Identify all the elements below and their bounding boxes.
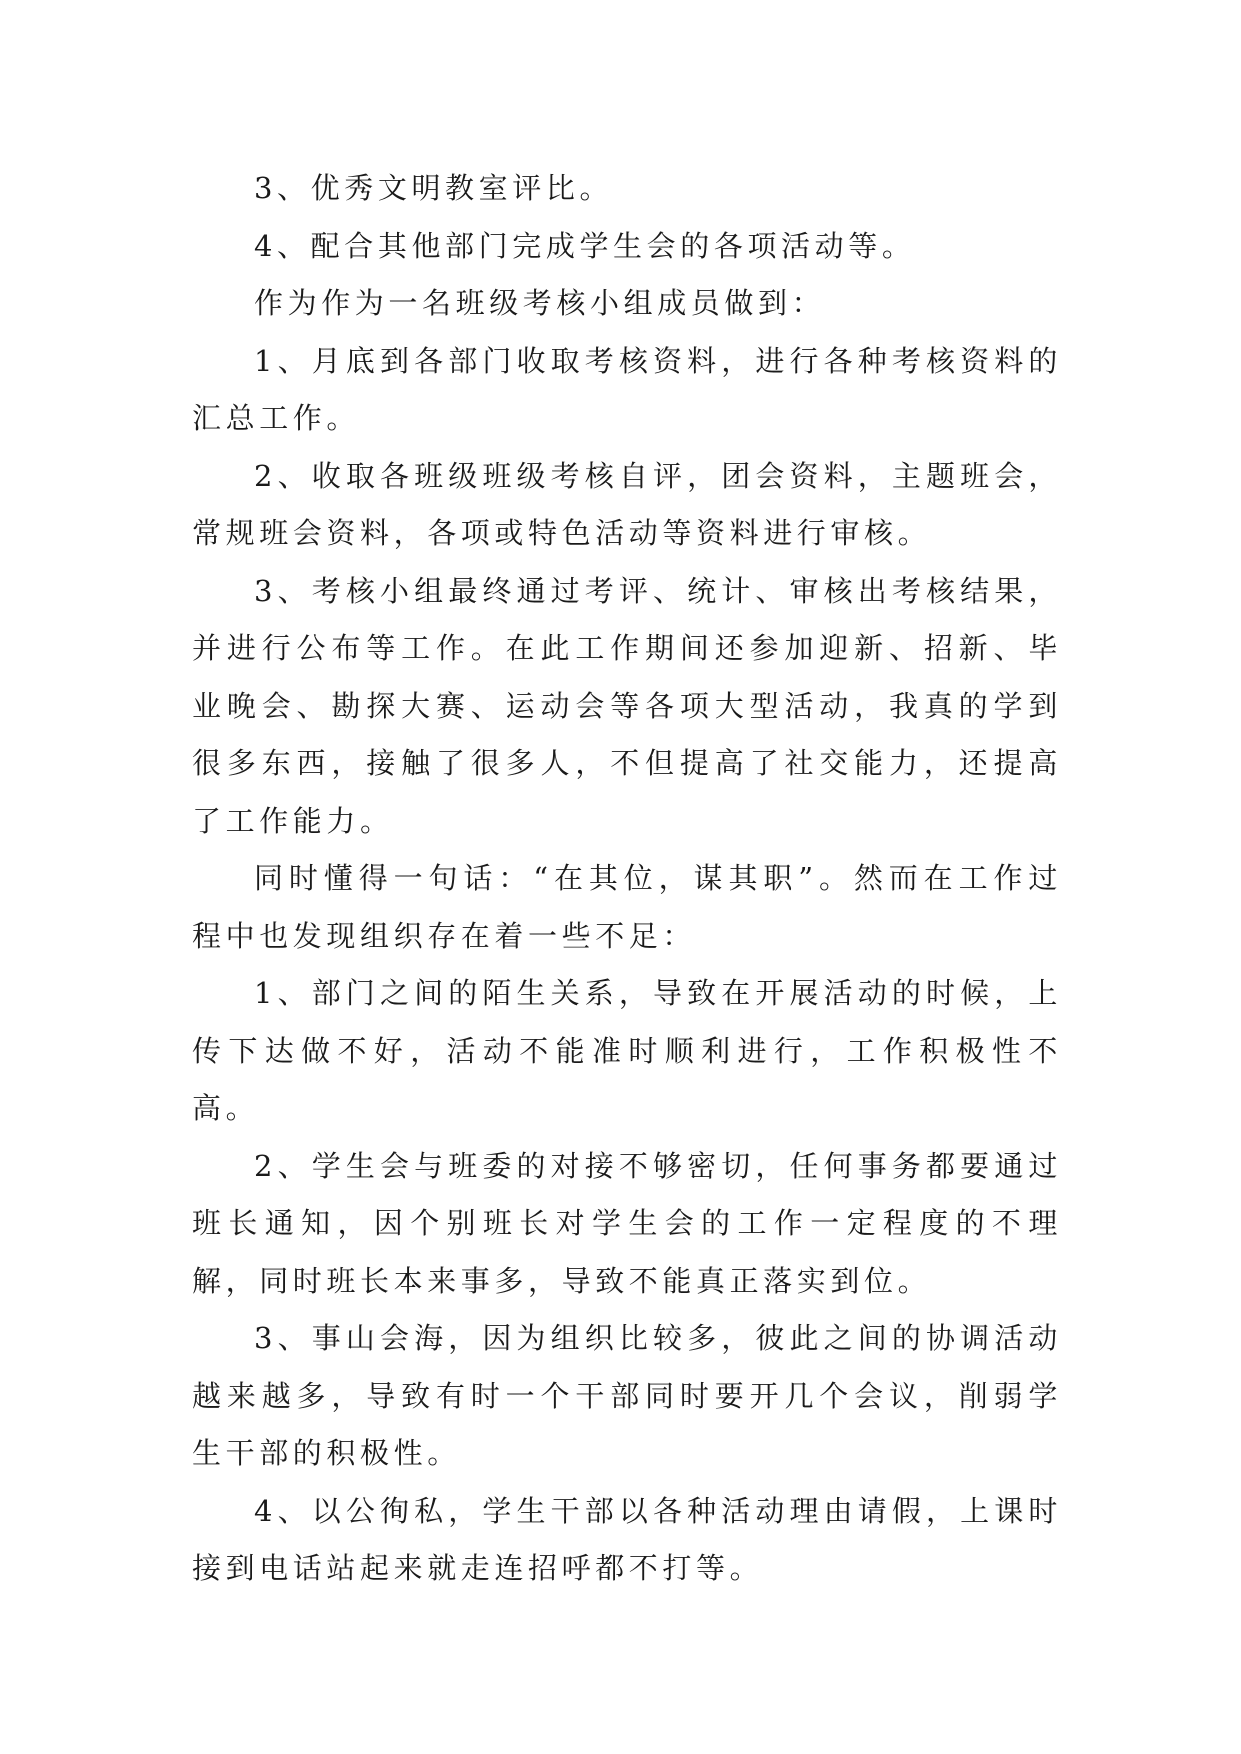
paragraph: 3、考核小组最终通过考评、统计、审核出考核结果，并进行公布等工作。在此工作期间还参加迎新、招新、毕业晚会、勘探大赛、运动会等各项大型活动，我真的学到很多东西，接触了很多人，不但提高了社交能力，还提高了工作能力。 xyxy=(192,573,1062,838)
paragraph: 3、事山会海，因为组织比较多，彼此之间的协调活动越来越多，导致有时一个干部同时要开几个会议，削弱学生干部的积极性。 xyxy=(192,1321,1062,1470)
paragraph: 1、部门之间的陌生关系，导致在开展活动的时候，上传下达做不好，活动不能准时顺利进行，工作积极性不高。 xyxy=(192,976,1062,1125)
paragraph: 2、学生会与班委的对接不够密切，任何事务都要通过班长通知，因个别班长对学生会的工作一定程度的不理解，同时班长本来事多，导致不能真正落实到位。 xyxy=(192,1148,1062,1298)
paragraph: 4、以公徇私，学生干部以各种活动理由请假，上课时接到电话站起来就走连招呼都不打等。 xyxy=(192,1493,1062,1585)
paragraph: 2、收取各班级班级考核自评，团会资料，主题班会，常规班会资料，各项或特色活动等资料进行审核。 xyxy=(192,458,1062,550)
document-body xyxy=(192,160,1062,1598)
paragraph: 4、配合其他部门完成学生会的各项活动等。 xyxy=(254,228,916,263)
paragraph: 1、月底到各部门收取考核资料，进行各种考核资料的汇总工作。 xyxy=(192,343,1062,435)
paragraph: 作为作为一名班级考核小组成员做到： xyxy=(254,286,826,320)
paragraph: 同时懂得一句话：“在其位，谋其职”。然而在工作过程中也发现组织存在着一些不足： xyxy=(192,861,1062,953)
paragraph: 3、优秀文明教室评比。 xyxy=(254,171,614,205)
